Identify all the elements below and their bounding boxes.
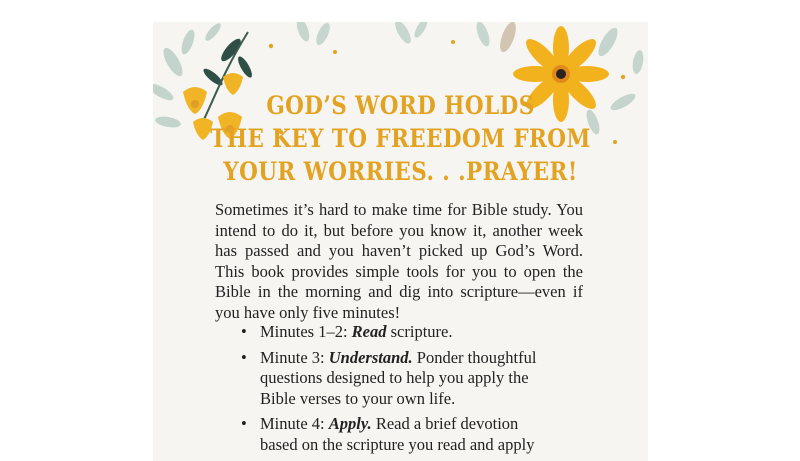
list-item-emphasis: Apply. — [328, 414, 372, 433]
list-item-prefix: Minutes 1–2: — [260, 322, 352, 341]
list-item-emphasis: Read — [351, 322, 387, 341]
list-item-text: Read a brief devotion based on the scripture you read and apply — [260, 414, 535, 454]
list-item-prefix: Minute 3: — [260, 347, 329, 367]
list-item — [241, 414, 541, 455]
list-item — [241, 348, 541, 410]
minutes-list — [241, 322, 541, 460]
intro-paragraph: Sometimes it’s hard to make time for Bible study. You intend to do it, but before you know it, another week has passed and you haven’t picked up God’s Word. This book provides simple tools for you to open the Bible in the morning and dig into scripture—even if you have only five minutes! — [215, 200, 583, 322]
list-item-text: scripture. — [386, 322, 453, 341]
heading-line-3: YOUR WORRIES. . .PRAYER! — [223, 157, 578, 186]
page-heading — [188, 89, 614, 188]
heading-line-1: GOD’S WORD HOLDS — [266, 91, 535, 120]
list-item-text: Ponder thoughtful questions designed to help you apply the Bible verses to your own life. — [260, 347, 537, 408]
list-item — [241, 322, 541, 343]
heading-line-2: THE KEY TO FREEDOM FROM — [210, 124, 591, 153]
list-item-prefix: Minute 4: — [260, 414, 329, 433]
list-item-emphasis: Understand. — [328, 347, 413, 367]
book-page — [153, 22, 648, 461]
